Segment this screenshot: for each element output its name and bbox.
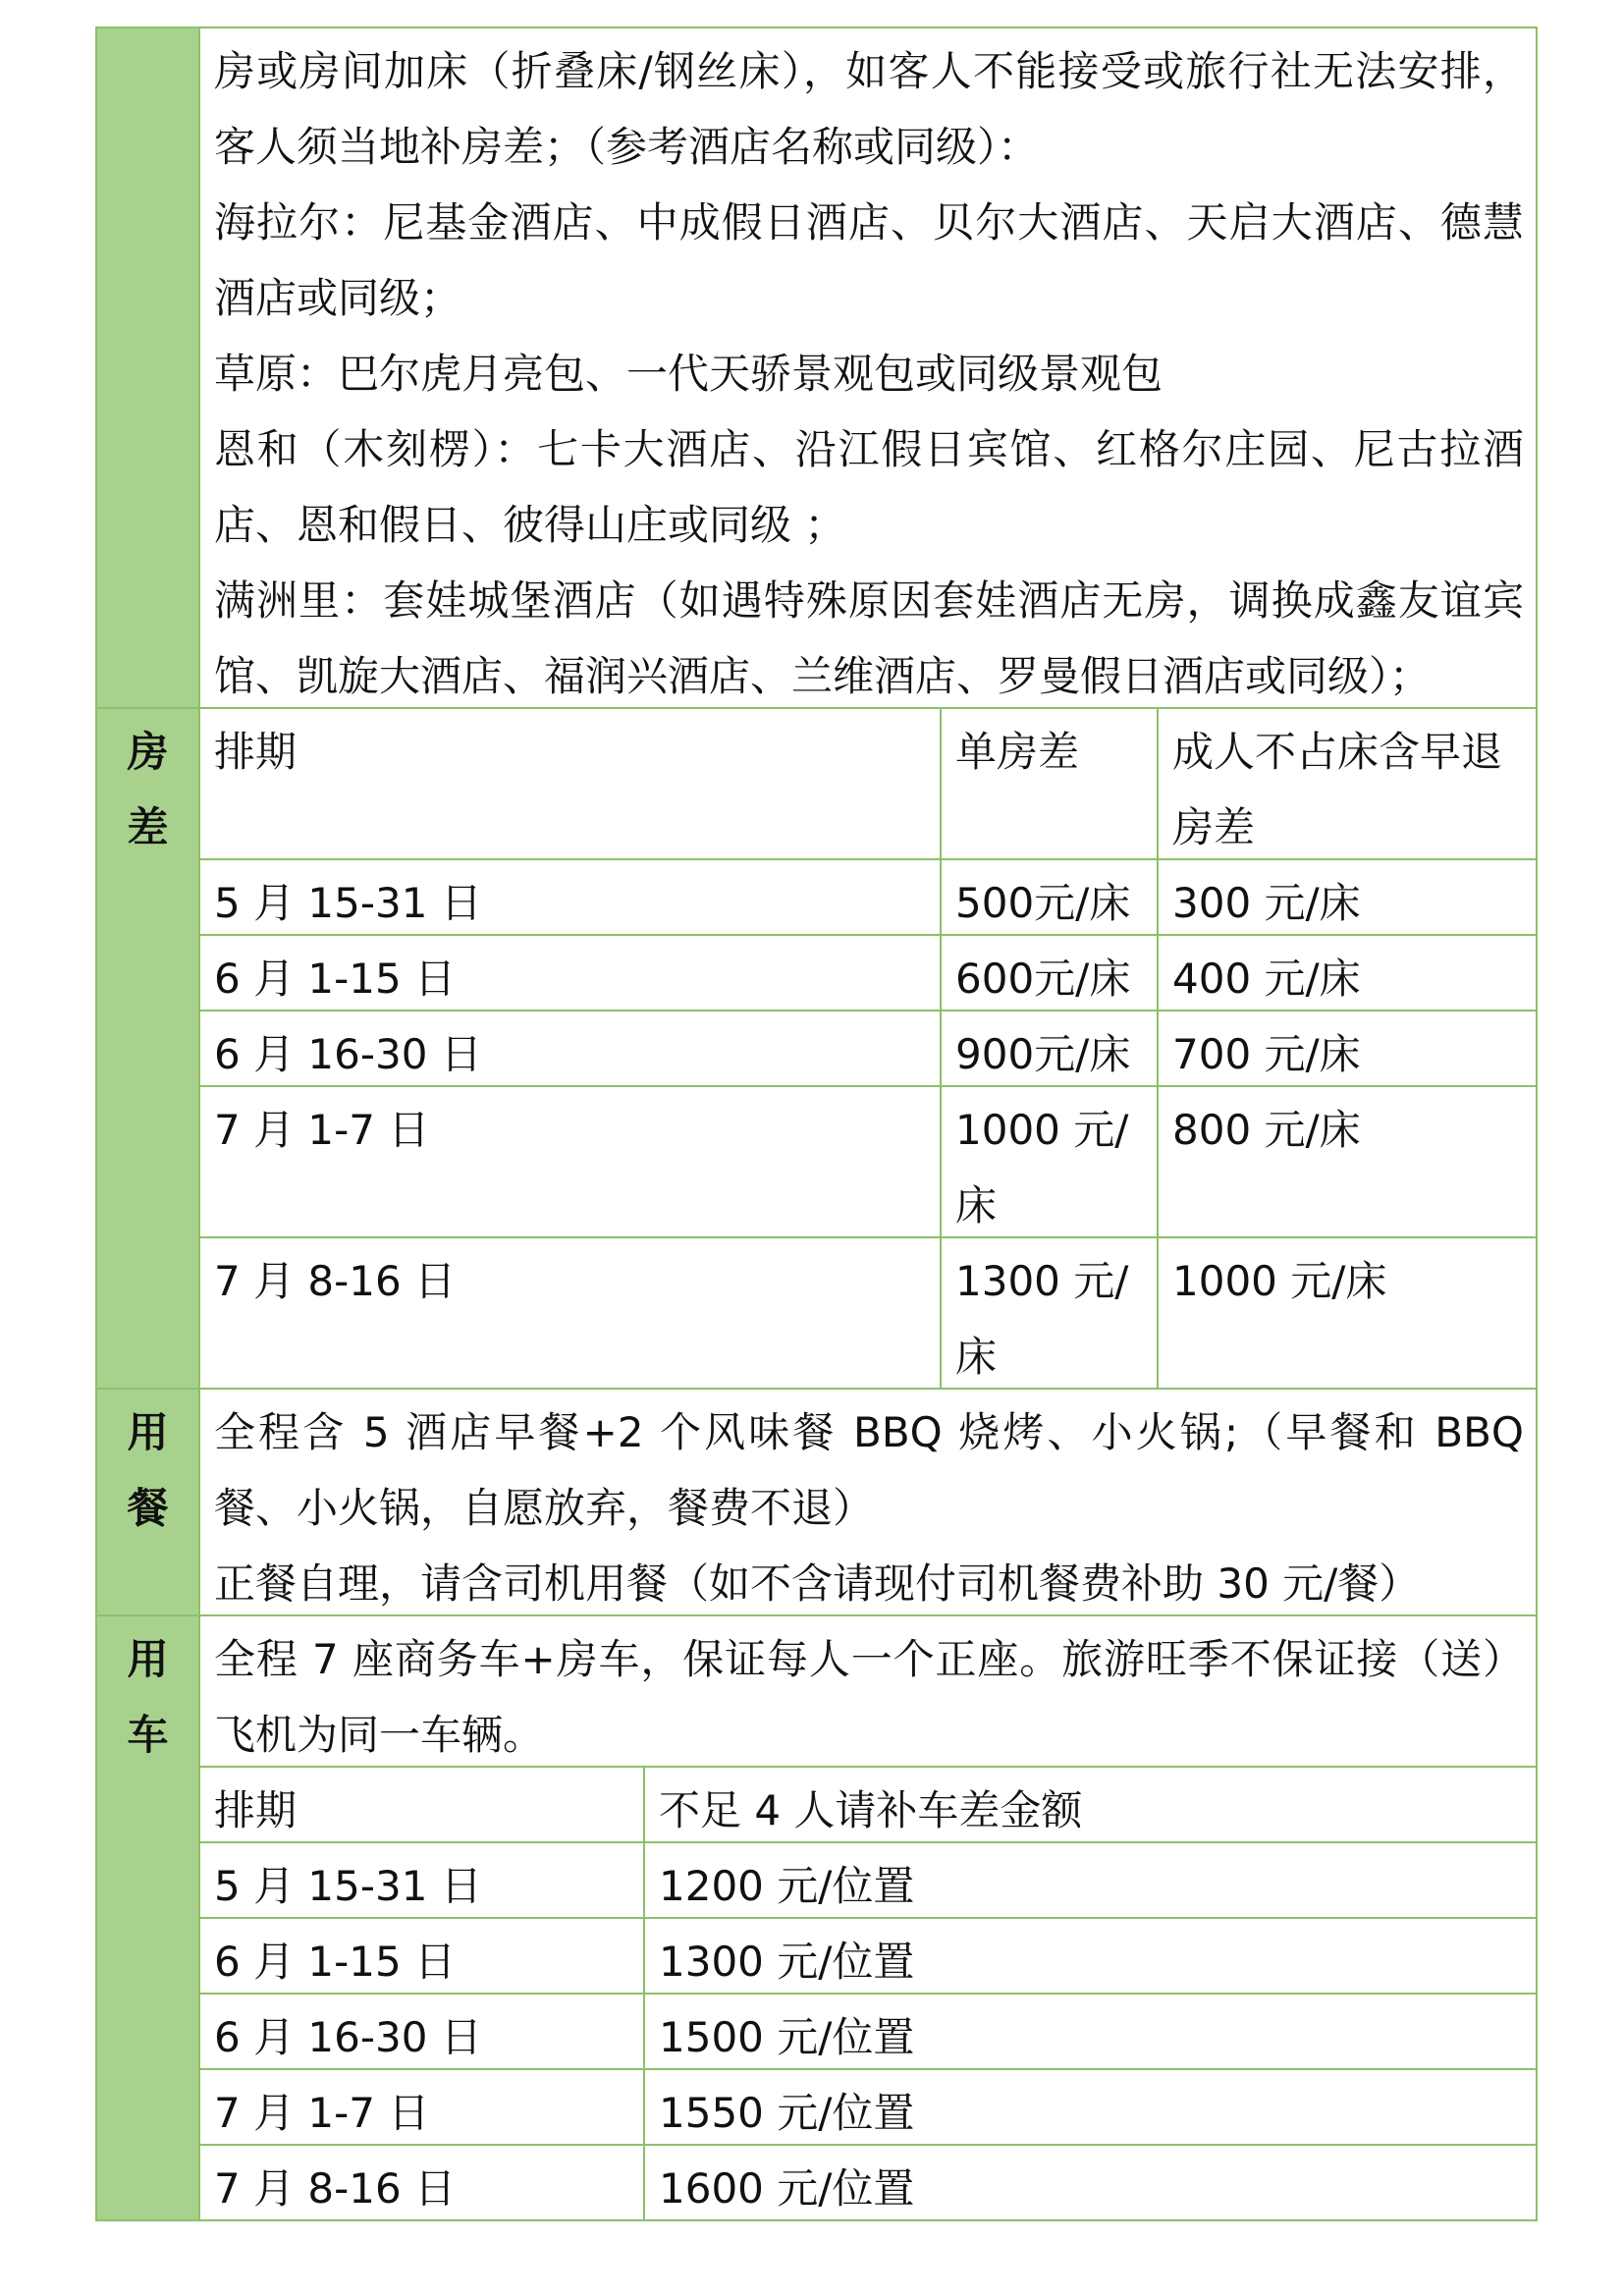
vehicle-description: 全程 7 座商务车+房车，保证每人一个正座。旅游旺季不保证接（送）飞机为同一车辆。 xyxy=(200,1616,1538,1768)
meals-line: 正餐自理，请含司机用餐（如不含请现付司机餐费补助 30 元/餐） xyxy=(214,1559,1421,1608)
accommodation-cell xyxy=(200,28,1538,709)
vehicle-header-period: 排期 xyxy=(200,1768,645,1843)
room-diff-header-period: 排期 xyxy=(200,709,942,860)
accommodation-line: 房或房间加床（折叠床/钢丝床），如客人不能接受或旅行社无法安排，客人须当地补房差；（参考酒店名称或同级）： xyxy=(214,47,1524,171)
vehicle-period: 6 月 16-30 日 xyxy=(200,1995,645,2070)
vehicle-amount: 1500 元/位置 xyxy=(645,1995,1538,2070)
accommodation-line: 海拉尔：尼基金酒店、中成假日酒店、贝尔大酒店、天启大酒店、德慧酒店或同级； xyxy=(214,198,1524,322)
accommodation-line: 恩和（木刻楞）：七卡大酒店、沿江假日宾馆、红格尔庄园、尼古拉酒店、恩和假日、彼得山庄或同级 ； xyxy=(214,425,1524,549)
room-diff-single: 500元/床 xyxy=(942,860,1159,936)
room-diff-label: 房 差 xyxy=(97,709,200,1390)
room-diff-single: 900元/床 xyxy=(942,1011,1159,1087)
room-diff-no-bed: 700 元/床 xyxy=(1159,1011,1538,1087)
vehicle-header-amount: 不足 4 人请补车差金额 xyxy=(645,1768,1538,1843)
meals-cell xyxy=(200,1390,1538,1616)
accommodation-side-cell xyxy=(97,28,200,709)
vehicle-amount: 1600 元/位置 xyxy=(645,2146,1538,2221)
vehicle-label: 用 车 xyxy=(97,1616,200,2221)
meals-line: 全程含 5 酒店早餐+2 个风味餐 BBQ 烧烤、小火锅;（早餐和 BBQ 餐、小火锅，自愿放弃，餐费不退） xyxy=(214,1408,1524,1532)
room-diff-period: 6 月 16-30 日 xyxy=(200,1011,942,1087)
room-diff-no-bed: 400 元/床 xyxy=(1159,936,1538,1011)
vehicle-period: 7 月 8-16 日 xyxy=(200,2146,645,2221)
room-diff-single: 1300 元/床 xyxy=(942,1238,1159,1390)
room-diff-period: 5 月 15-31 日 xyxy=(200,860,942,936)
room-diff-period: 6 月 1-15 日 xyxy=(200,936,942,1011)
vehicle-period: 7 月 1-7 日 xyxy=(200,2070,645,2146)
vehicle-period: 5 月 15-31 日 xyxy=(200,1843,645,1919)
room-diff-single: 1000 元/床 xyxy=(942,1087,1159,1238)
room-diff-period: 7 月 8-16 日 xyxy=(200,1238,942,1390)
room-diff-no-bed: 300 元/床 xyxy=(1159,860,1538,936)
itinerary-table xyxy=(95,27,1538,2221)
room-diff-no-bed: 1000 元/床 xyxy=(1159,1238,1538,1390)
vehicle-amount: 1550 元/位置 xyxy=(645,2070,1538,2146)
accommodation-line: 满洲里：套娃城堡酒店（如遇特殊原因套娃酒店无房，调换成鑫友谊宾馆、凯旋大酒店、福润兴酒店、兰维酒店、罗曼假日酒店或同级）； xyxy=(214,576,1524,700)
meals-label: 用 餐 xyxy=(97,1390,200,1616)
vehicle-amount: 1300 元/位置 xyxy=(645,1919,1538,1995)
room-diff-single: 600元/床 xyxy=(942,936,1159,1011)
accommodation-line: 草原：巴尔虎月亮包、一代天骄景观包或同级景观包 xyxy=(214,350,1163,398)
vehicle-amount: 1200 元/位置 xyxy=(645,1843,1538,1919)
vehicle-period: 6 月 1-15 日 xyxy=(200,1919,645,1995)
room-diff-period: 7 月 1-7 日 xyxy=(200,1087,942,1238)
room-diff-header-single: 单房差 xyxy=(942,709,1159,860)
room-diff-no-bed: 800 元/床 xyxy=(1159,1087,1538,1238)
room-diff-header-no-bed: 成人不占床含早退房差 xyxy=(1159,709,1538,860)
